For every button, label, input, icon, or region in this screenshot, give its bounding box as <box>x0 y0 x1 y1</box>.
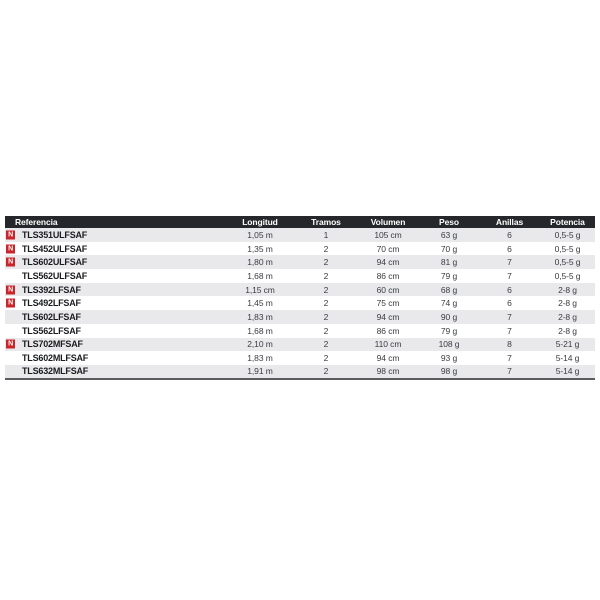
table-row <box>5 242 595 256</box>
cell-referencia <box>5 242 225 256</box>
table-row <box>5 324 595 338</box>
table-body <box>5 228 595 379</box>
cell-peso: 93 g <box>440 353 458 364</box>
cell-anillas: 7 <box>507 270 512 281</box>
cell-tramos: 2 <box>323 325 329 336</box>
cell-referencia <box>5 310 225 324</box>
table-row <box>5 310 595 324</box>
new-badge: N <box>6 340 15 349</box>
cell-longitud: 1,80 m <box>247 257 273 268</box>
referencia-value: TLS602ULFSAF <box>22 257 88 268</box>
cell-potencia: 5-21 g <box>555 339 580 350</box>
cell-referencia <box>5 351 225 365</box>
cell-volumen: 98 cm <box>376 366 400 377</box>
cell-volumen: 86 cm <box>376 325 400 336</box>
cell-tramos: 2 <box>323 366 329 377</box>
cell-referencia <box>5 324 225 338</box>
referencia-value: TLS452ULFSAF <box>22 243 88 254</box>
cell-peso: 79 g <box>440 270 458 281</box>
column-header-potencia: Potencia <box>550 217 585 227</box>
cell-tramos: 2 <box>323 298 329 309</box>
referencia-value: TLS602MLFSAF <box>22 353 89 364</box>
column-header-referencia: Referencia <box>15 217 58 227</box>
referencia-value: TLS492LFSAF <box>22 298 81 309</box>
product-spec-table <box>5 216 595 380</box>
cell-tramos: 2 <box>323 284 329 295</box>
table-row <box>5 365 595 379</box>
cell-anillas: 7 <box>507 325 512 336</box>
cell-peso: 81 g <box>440 257 458 268</box>
column-header-volumen: Volumen <box>370 217 406 227</box>
cell-longitud: 1,91 m <box>247 366 273 377</box>
table-row <box>5 228 595 242</box>
cell-referencia <box>5 296 225 310</box>
spec-table-container <box>5 216 595 380</box>
cell-volumen: 110 cm <box>374 339 402 350</box>
cell-longitud: 1,68 m <box>247 270 273 281</box>
cell-potencia: 0,5-5 g <box>554 229 581 240</box>
cell-longitud: 1,83 m <box>247 353 273 364</box>
referencia-value: TLS351ULFSAF <box>22 229 88 240</box>
cell-volumen: 60 cm <box>376 284 400 295</box>
cell-anillas: 6 <box>507 284 512 295</box>
cell-potencia: 0,5-5 g <box>554 257 581 268</box>
cell-potencia: 0,5-5 g <box>554 243 581 254</box>
cell-longitud: 1,45 m <box>247 298 273 309</box>
cell-longitud: 1,05 m <box>247 229 273 240</box>
cell-referencia <box>5 338 225 352</box>
new-badge: N <box>6 230 15 239</box>
cell-volumen: 86 cm <box>376 270 400 281</box>
cell-peso: 108 g <box>438 339 460 350</box>
cell-volumen: 94 cm <box>376 311 400 322</box>
cell-tramos: 2 <box>323 257 329 268</box>
cell-potencia: 5-14 g <box>555 353 580 364</box>
table-header <box>5 216 595 228</box>
column-header-tramos: Tramos <box>311 217 341 227</box>
table-row <box>5 255 595 269</box>
cell-longitud: 1,68 m <box>247 325 273 336</box>
cell-potencia: 2-8 g <box>558 284 577 295</box>
cell-referencia <box>5 283 225 297</box>
referencia-value: TLS702MFSAF <box>22 339 83 350</box>
cell-referencia <box>5 228 225 242</box>
referencia-value: TLS562ULFSAF <box>22 270 88 281</box>
cell-tramos: 2 <box>323 353 329 364</box>
cell-tramos: 2 <box>323 270 329 281</box>
cell-peso: 63 g <box>440 229 458 240</box>
referencia-value: TLS562LFSAF <box>22 325 81 336</box>
cell-potencia: 5-14 g <box>555 366 580 377</box>
cell-tramos: 2 <box>323 243 329 254</box>
cell-volumen: 75 cm <box>376 298 400 309</box>
cell-referencia <box>5 255 225 269</box>
cell-longitud: 1,83 m <box>247 311 273 322</box>
cell-tramos: 1 <box>323 229 329 240</box>
cell-anillas: 7 <box>507 257 512 268</box>
cell-volumen: 94 cm <box>376 353 400 364</box>
cell-anillas: 8 <box>507 339 512 350</box>
cell-anillas: 6 <box>507 298 512 309</box>
cell-longitud: 2,10 m <box>247 339 273 350</box>
referencia-value: TLS632MLFSAF <box>22 366 89 377</box>
new-badge: N <box>6 258 15 267</box>
column-header-peso: Peso <box>439 217 459 227</box>
cell-tramos: 2 <box>323 311 329 322</box>
cell-anillas: 6 <box>507 243 512 254</box>
table-row <box>5 338 595 352</box>
referencia-value: TLS602LFSAF <box>22 311 81 322</box>
referencia-value: TLS392LFSAF <box>22 284 81 295</box>
cell-volumen: 94 cm <box>376 257 400 268</box>
cell-potencia: 2-8 g <box>558 311 577 322</box>
new-badge: N <box>6 244 15 253</box>
cell-longitud: 1,35 m <box>247 243 273 254</box>
cell-volumen: 105 cm <box>374 229 402 240</box>
cell-referencia <box>5 365 225 379</box>
table-header-row <box>5 216 595 228</box>
table-row <box>5 351 595 365</box>
cell-potencia: 0,5-5 g <box>554 270 581 281</box>
cell-peso: 70 g <box>440 243 458 254</box>
cell-anillas: 7 <box>507 366 512 377</box>
column-header-anillas: Anillas <box>495 217 524 227</box>
cell-anillas: 6 <box>507 229 512 240</box>
cell-anillas: 7 <box>507 353 512 364</box>
cell-potencia: 2-8 g <box>558 325 577 336</box>
cell-peso: 90 g <box>440 311 458 322</box>
new-badge: N <box>6 285 15 294</box>
cell-volumen: 70 cm <box>376 243 400 254</box>
cell-peso: 98 g <box>440 366 458 377</box>
cell-peso: 68 g <box>440 284 458 295</box>
cell-tramos: 2 <box>323 339 329 350</box>
table-row <box>5 283 595 297</box>
column-header-longitud: Longitud <box>242 217 278 227</box>
new-badge: N <box>6 299 15 308</box>
cell-referencia <box>5 269 225 283</box>
table-row <box>5 269 595 283</box>
cell-anillas: 7 <box>507 311 512 322</box>
cell-longitud: 1,15 cm <box>245 284 275 295</box>
cell-potencia: 2-8 g <box>558 298 577 309</box>
cell-peso: 74 g <box>440 298 458 309</box>
cell-peso: 79 g <box>440 325 458 336</box>
table-row <box>5 296 595 310</box>
